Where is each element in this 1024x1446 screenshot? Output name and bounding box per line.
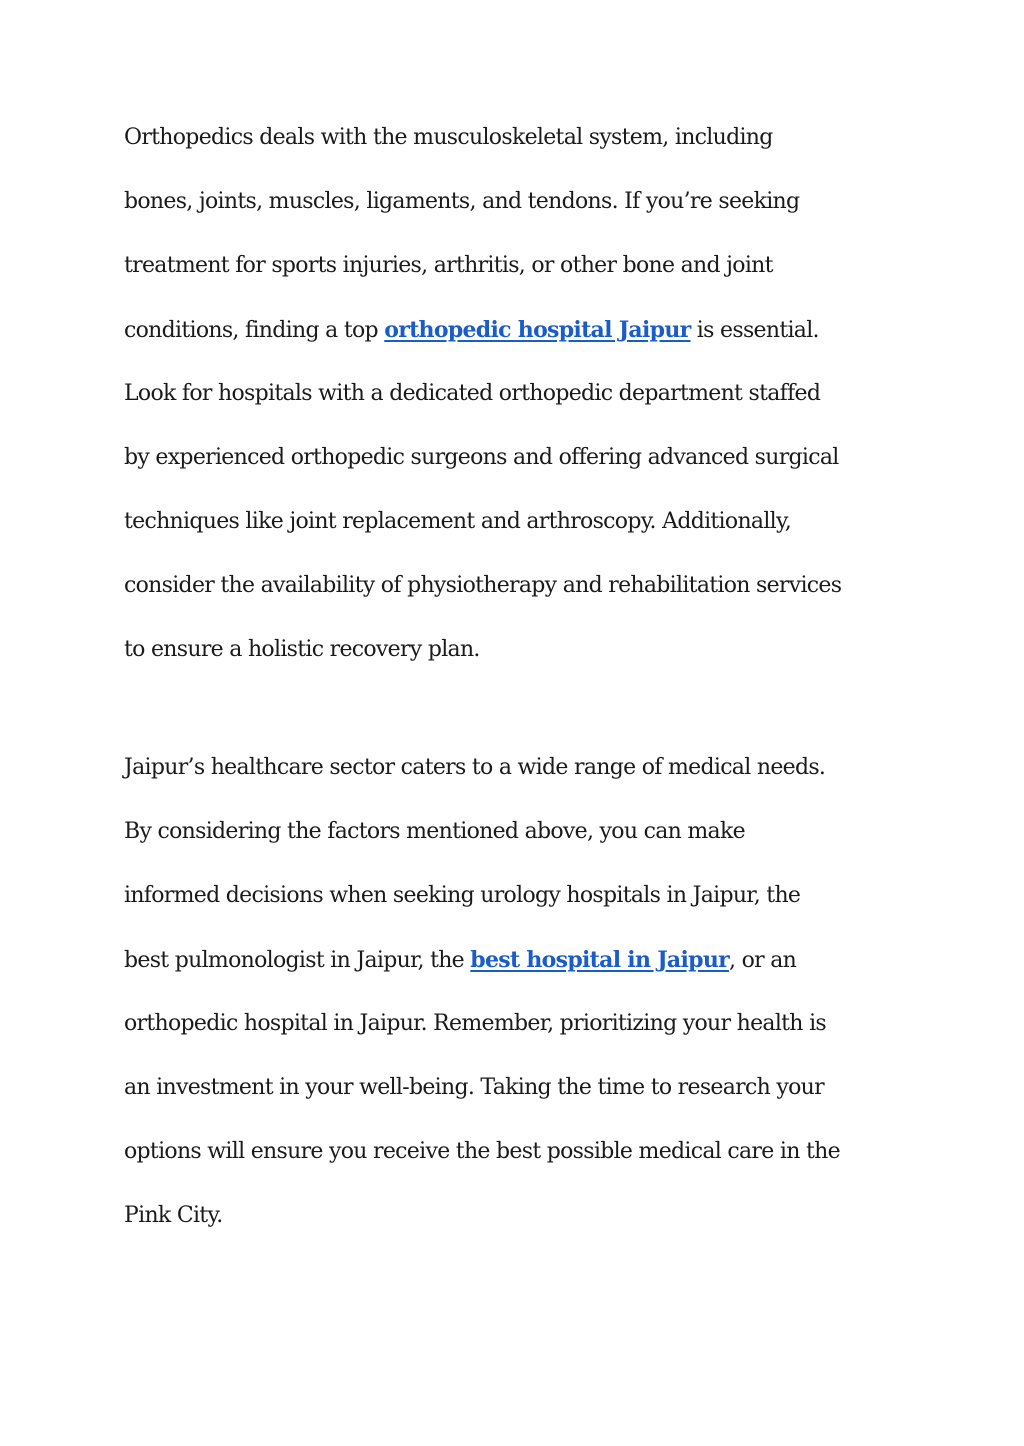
paragraph-orthopedics [124, 106, 924, 682]
text-line: Pink City. [124, 1203, 223, 1228]
paragraph-jaipur-healthcare [124, 736, 924, 1248]
text-segment: conditions, finding a top [124, 318, 385, 343]
text-line: Orthopedics deals with the musculoskeletal system, including [124, 125, 773, 150]
text-line: techniques like joint replacement and arthroscopy. Additionally, [124, 509, 792, 534]
text-line: bones, joints, muscles, ligaments, and tendons. If you’re seeking [124, 189, 800, 214]
text-line-with-link [124, 298, 924, 362]
orthopedic-hospital-jaipur-link[interactable]: orthopedic hospital Jaipur [384, 317, 691, 343]
text-line: by experienced orthopedic surgeons and offering advanced surgical [124, 445, 839, 470]
paragraph-spacer [124, 682, 924, 736]
text-segment: , or an [729, 948, 797, 973]
text-line: an investment in your well-being. Taking the time to research your [124, 1075, 824, 1100]
text-line-with-link [124, 928, 924, 992]
text-line: informed decisions when seeking urology hospitals in Jaipur, the [124, 883, 801, 908]
text-line: options will ensure you receive the best possible medical care in the [124, 1139, 840, 1164]
text-line: By considering the factors mentioned above, you can make [124, 819, 745, 844]
text-line: consider the availability of physiotherapy and rehabilitation services [124, 573, 842, 598]
document-body [124, 106, 924, 1248]
text-segment: best pulmonologist in Jaipur, the [124, 948, 471, 973]
text-line: treatment for sports injuries, arthritis, or other bone and joint [124, 253, 773, 278]
text-line: Jaipur’s healthcare sector caters to a wide range of medical needs. [124, 755, 826, 780]
text-segment: is essential. [690, 318, 819, 343]
text-line: to ensure a holistic recovery plan. [124, 637, 480, 662]
text-line: Look for hospitals with a dedicated orthopedic department staffed [124, 381, 821, 406]
text-line: orthopedic hospital in Jaipur. Remember, prioritizing your health is [124, 1011, 826, 1036]
best-hospital-jaipur-link[interactable]: best hospital in Jaipur [470, 947, 730, 973]
